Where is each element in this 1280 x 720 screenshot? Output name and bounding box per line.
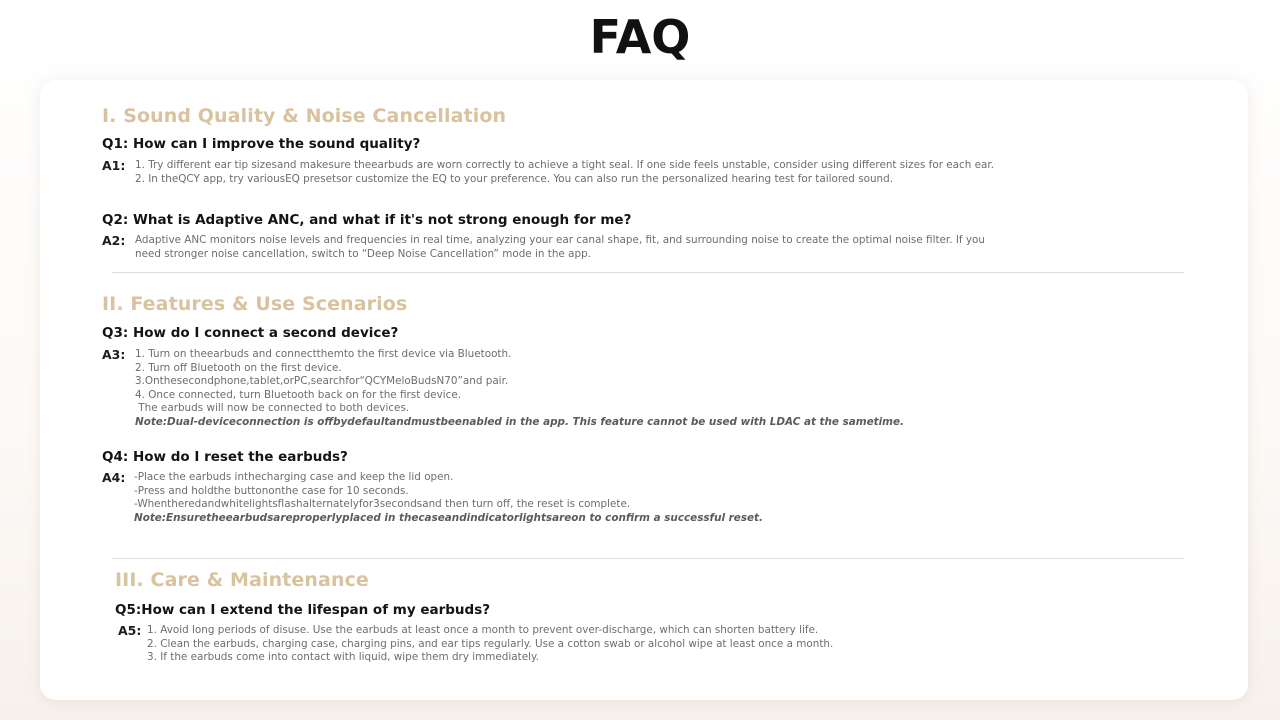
answer-line: The earbuds will now be connected to both devices.: [135, 402, 410, 414]
faq-card: [40, 80, 1248, 700]
answer-line: -Whentheredandwhitelightsflashalternatelyfor3secondsand then turn off, the reset is complete.: [134, 498, 631, 510]
question-q1: Q1: How can I improve the sound quality?: [102, 136, 421, 152]
section-title-sound-quality: I. Sound Quality & Noise Cancellation: [102, 105, 507, 127]
answer-a5: [147, 624, 833, 665]
answer-line: 3. If the earbuds come into contact with liquid, wipe them dry immediately.: [147, 651, 539, 663]
section-title-care: III. Care & Maintenance: [115, 569, 369, 591]
section-divider: [112, 272, 1184, 273]
section-divider: [112, 558, 1184, 559]
answer-a3: [135, 348, 904, 429]
answer-line: 1. Try different ear tip sizesand makesure theearbuds are worn correctly to achieve a tight seal. If one side feels unstable, consider using different sizes for each ear.: [135, 159, 995, 171]
answer-line: -Press and holdthe buttononthe case for 10 seconds.: [134, 484, 409, 497]
answer-line: 1. Avoid long periods of disuse. Use the earbuds at least once a month to prevent over-discharge, which can shorten battery life.: [147, 624, 819, 636]
answer-line: 3.Onthesecondphone,tablet,orPC,searchfor“QCYMeloBudsN70”and pair.: [135, 375, 509, 387]
answer-line: need stronger noise cancellation, switch to “Deep Noise Cancellation” mode in the app.: [135, 247, 591, 260]
answer-note: Note:Dual-deviceconnection is offbydefaultandmustbeenabled in the app. This feature cannot be used with LDAC at the sametime.: [135, 415, 905, 428]
question-q4: Q4: How do I reset the earbuds?: [102, 449, 348, 465]
section-title-features: II. Features & Use Scenarios: [102, 293, 408, 315]
answer-line: 2. Clean the earbuds, charging case, charging pins, and ear tips regularly. Use a cotton swab or alcohol wipe at least once a month.: [147, 637, 834, 650]
answer-line: -Place the earbuds inthecharging case and keep the lid open.: [134, 471, 454, 483]
answer-label-a4: A4:: [102, 470, 126, 485]
page-title: FAQ: [589, 10, 691, 64]
answer-a1: [135, 159, 994, 186]
question-q3: Q3: How do I connect a second device?: [102, 325, 399, 341]
answer-a2: [135, 234, 985, 261]
answer-line: 4. Once connected, turn Bluetooth back on for the first device.: [135, 388, 462, 401]
answer-label-a1: A1:: [102, 158, 126, 173]
answer-line: Adaptive ANC monitors noise levels and frequencies in real time, analyzing your ear canal shape, fit, and surrounding noise to create the optimal noise filter. If you: [135, 234, 985, 246]
answer-label-a2: A2:: [102, 233, 126, 248]
answer-line: 2. Turn off Bluetooth on the first device.: [135, 361, 342, 374]
answer-a4: [134, 471, 763, 525]
answer-note: Note:Ensuretheearbudsareproperlyplaced in thecaseandindicatorlightsareon to confirm a successful reset.: [134, 511, 763, 524]
answer-line: 1. Turn on theearbuds and connectthemto the first device via Bluetooth.: [135, 348, 512, 360]
answer-line: 2. In theQCY app, try variousEQ presetsor customize the EQ to your preference. You can also run the personalized hearing test for tailored sound.: [135, 172, 894, 185]
answer-label-a5: A5:: [118, 623, 142, 638]
question-q2: Q2: What is Adaptive ANC, and what if it's not strong enough for me?: [102, 212, 632, 228]
question-q5: Q5:How can I extend the lifespan of my earbuds?: [115, 602, 491, 618]
answer-label-a3: A3:: [102, 347, 126, 362]
